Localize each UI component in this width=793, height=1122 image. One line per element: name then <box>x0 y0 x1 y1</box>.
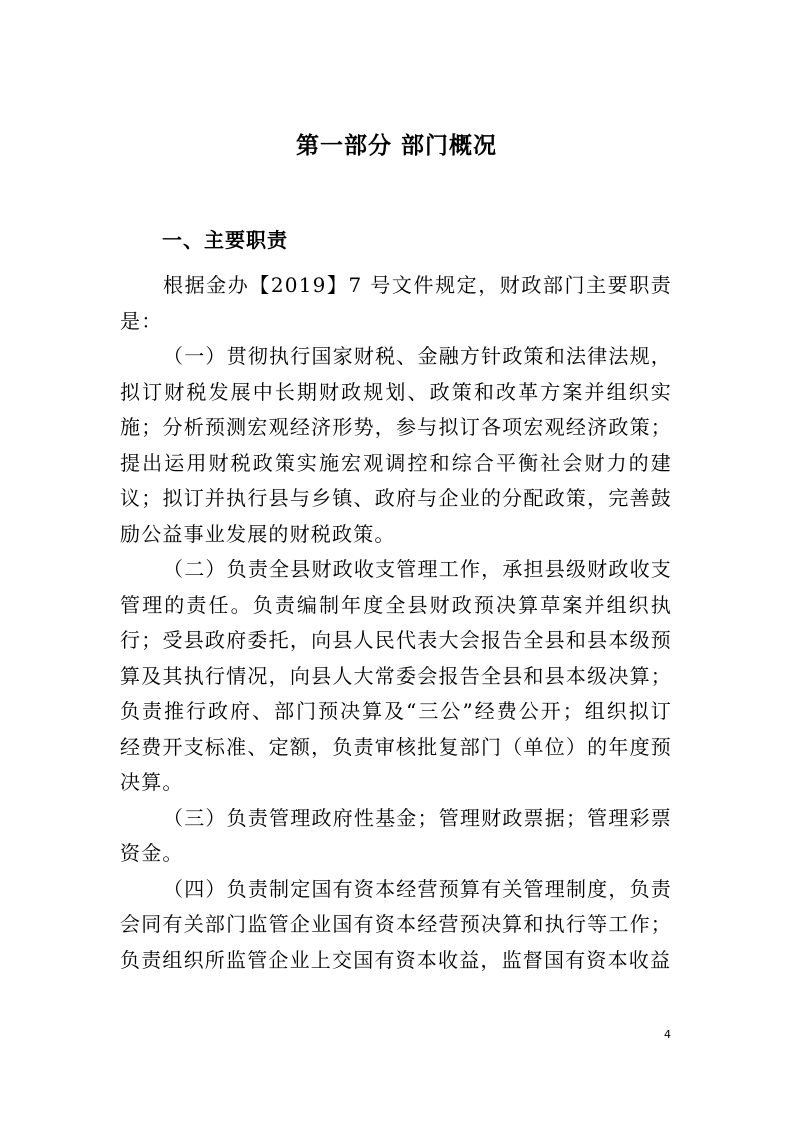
paragraph-item-4: （四）负责制定国有资本经营预算有关管理制度，负责会同有关部门监管企业国有资本经营预决算和执行等工作；负责组织所监管企业上交国有资本收益，监督国有资本收益 <box>120 876 672 972</box>
page-title: 第一部分 部门概况 <box>295 133 497 159</box>
body-text <box>120 268 672 978</box>
page-number: 4 <box>664 1028 671 1041</box>
paragraph-intro: 根据金办【2019】7 号文件规定，财政部门主要职责是： <box>120 273 672 333</box>
paragraph-item-2: （二）负责全县财政收支管理工作，承担县级财政收支管理的责任。负责编制年度全县财政预决算草案并组织执行；受县政府委托，向县人民代表大会报告全县和县本级预算及其执行情况，向县人大常委会报告全县和县本级决算；负责推行政府、部门预决算及“三公”经费公开；组织拟订经费开支标准、定额，负责审核批复部门（单位）的年度预决算。 <box>120 557 672 794</box>
paragraph-item-1: （一）贯彻执行国家财税、金融方针政策和法律法规，拟订财税发展中长期财政规划、政策和改革方案并组织实施；分析预测宏观经济形势，参与拟订各项宏观经济政策；提出运用财税政策实施宏观调控和综合平衡社会财力的建议；拟订并执行县与乡镇、政府与企业的分配政策，完善鼓励公益事业发展的财税政策。 <box>120 344 672 546</box>
section-heading: 一、主要职责 <box>162 228 288 252</box>
paragraph-item-3: （三）负责管理政府性基金；管理财政票据；管理彩票资金。 <box>120 805 672 865</box>
